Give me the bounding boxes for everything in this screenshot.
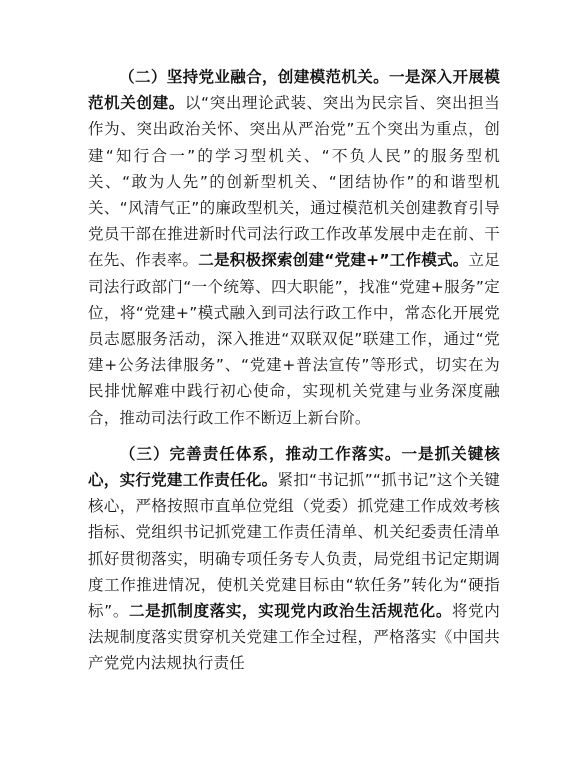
- document-body: [88, 64, 500, 687]
- paragraph-responsibility-system: [88, 441, 500, 677]
- point-two-heading: 二是抓制度落实，实现党内政治生活规范化。: [128, 602, 452, 621]
- point-one-body: 紧扣“书记抓”“抓书记”这个关键核心，严格按照市直单位党组（党委）抓党建工作成效考核指标、党组织书记抓党建工作责任清单、机关纪委责任清单抓好贯彻落实，明确专项任务专人负责，局党组书记定期调度工作推进情况，使机关党建目标由“软任务”转化为“硬指标”。: [88, 471, 500, 621]
- point-two-heading: 二是积极探索创建“党建+”工作模式。: [198, 251, 469, 270]
- section-heading-three: （三）完善责任体系，推动工作落实。: [119, 444, 402, 463]
- point-two-body: 立足司法行政部门“一个统筹、四大职能”，找准“党建+服务”定位，将“党建+”模式融入到司法行政工作中，常态化开展党员志愿服务活动，深入推进“双联双促”联建工作，通过“党建+公务法律服务”、“党建+普法宣传”等形式，切实在为民排忧解难中践行初心使命，实现机关党建与业务深度融合，推动司法行政工作不断迈上新台阶。: [88, 251, 500, 427]
- point-one-heading: 一是深入开展模范机关创建。: [88, 68, 500, 113]
- section-heading-two: （二）坚持党业融合，创建模范机关。: [119, 68, 390, 86]
- point-one-heading: 一是抓关键核心，实行党建工作责任化。: [88, 444, 500, 490]
- paragraph-party-integration: [88, 64, 500, 431]
- point-two-body: 将党内法规制度落实贯穿机关党建工作全过程，严格落实《中国共产党党内法规执行责任: [88, 602, 500, 673]
- point-one-body: 以“突出理论武装、突出为民宗旨、突出担当作为、突出政治关怀、突出从严治党”五个突出为重点，创建“知行合一”的学习型机关、“不负人民”的服务型机关、“敢为人先”的创新型机关、“团结协作”的和谐型机关、“风清气正”的廉政型机关，通过模范机关创建教育引导党员干部在推进新时代司法行政工作改革发展中走在前、干在先、作表率。: [88, 94, 500, 270]
